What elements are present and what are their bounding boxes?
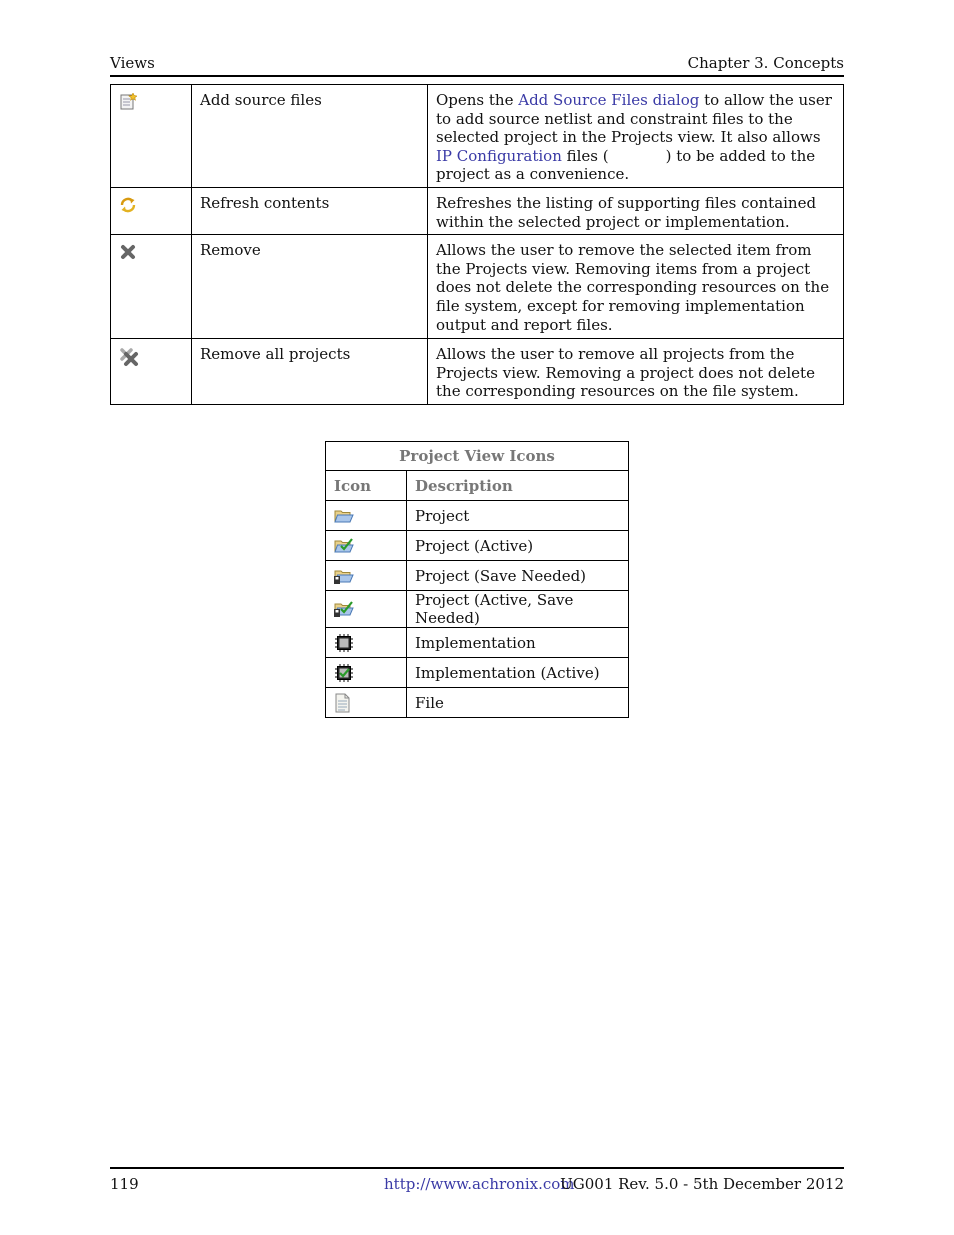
remove-all-icon — [119, 347, 183, 367]
icon-description: Project (Active) — [407, 531, 629, 561]
action-name: Remove — [192, 235, 428, 339]
document-revision: UG001 Rev. 5.0 - 5th December 2012 — [560, 1175, 844, 1193]
action-description: Opens the Add Source Files dialog to allow the user to add source netlist and constraint files to the selected project in the Projects view. It also allows IP Configuration files ( ) to be added to the project as a convenience. — [428, 85, 844, 188]
icon-description: Project — [407, 501, 629, 531]
icon-description: Implementation (Active) — [407, 658, 629, 688]
implementation-active-icon — [334, 663, 398, 683]
table-row — [111, 188, 844, 235]
ip-configuration-link[interactable]: IP Configuration — [436, 146, 562, 165]
icon-description: File — [407, 688, 629, 718]
table-row — [326, 531, 629, 561]
table-row — [111, 235, 844, 339]
implementation-chip-icon — [334, 633, 398, 653]
remove-icon — [119, 243, 183, 261]
project-save-needed-icon — [334, 568, 398, 584]
table-row — [326, 688, 629, 718]
action-name: Add source files — [192, 85, 428, 188]
header-chapter: Chapter 3. Concepts — [687, 54, 844, 72]
action-name: Refresh contents — [192, 188, 428, 235]
footer-url-link[interactable]: http://www.achronix.com — [384, 1175, 575, 1193]
add-source-files-icon — [119, 93, 183, 111]
icon-cell — [111, 235, 192, 339]
refresh-icon — [119, 196, 183, 214]
action-name: Remove all projects — [192, 339, 428, 405]
action-description: Allows the user to remove the selected item from the Projects view. Removing items from a project does not delete the corresponding resources on the file system, except for removing implementation output and report files. — [428, 235, 844, 339]
page-number: 119 — [110, 1175, 139, 1193]
project-view-icons-table — [325, 441, 629, 718]
actions-table — [110, 84, 844, 405]
table-row — [326, 628, 629, 658]
table-row — [111, 85, 844, 188]
table-row — [326, 501, 629, 531]
column-header-icon: Icon — [326, 471, 407, 501]
add-source-files-dialog-link[interactable]: Add Source Files dialog — [518, 91, 700, 109]
table-caption: Project View Icons — [326, 442, 629, 471]
icon-cell — [111, 85, 192, 188]
table-row — [326, 561, 629, 591]
icon-cell — [111, 188, 192, 235]
action-description: Refreshes the listing of supporting files contained within the selected project or implementation. — [428, 188, 844, 235]
icon-description: Project (Save Needed) — [407, 561, 629, 591]
page-footer — [110, 1167, 844, 1195]
header-section: Views — [110, 54, 155, 72]
project-folder-icon — [334, 508, 398, 524]
table-row — [326, 591, 629, 628]
file-icon — [334, 693, 398, 713]
table-row — [326, 658, 629, 688]
icon-cell — [111, 339, 192, 405]
project-active-save-needed-icon — [334, 601, 398, 617]
table-row — [111, 339, 844, 405]
icon-description: Implementation — [407, 628, 629, 658]
project-active-icon — [334, 538, 398, 554]
icon-description: Project (Active, Save Needed) — [407, 591, 629, 628]
column-header-description: Description — [407, 471, 629, 501]
page-header — [110, 54, 844, 77]
action-description: Allows the user to remove all projects from the Projects view. Removing a project does not delete the corresponding resources on the file system. — [428, 339, 844, 405]
